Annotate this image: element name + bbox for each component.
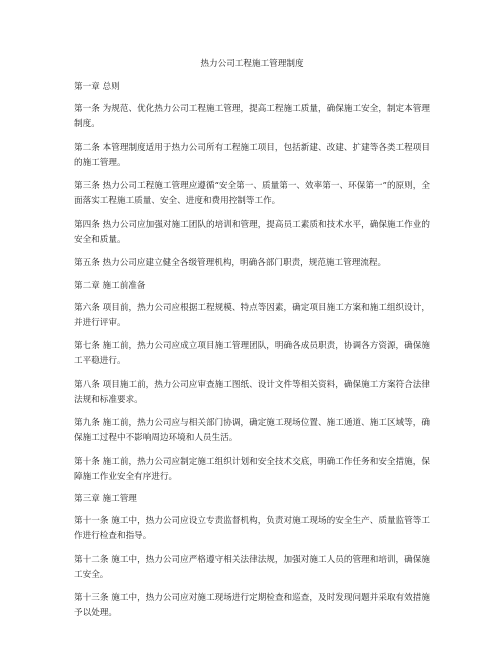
article-paragraph: 第八条 项目施工前，热力公司应审查施工图纸、设计文件等相关资料，确保施工方案符合法律法规和标准要求。 xyxy=(74,379,430,405)
article-paragraph: 第十三条 施工中，热力公司应对施工现场进行定期检查和巡查，及时发现问题并采取有效措施予以处理。 xyxy=(74,593,430,618)
article-paragraph: 第十条 施工前，热力公司应制定施工组织计划和安全技术交底，明确工作任务和安全措施，保障施工作业安全有序进行。 xyxy=(74,456,430,482)
article-paragraph: 第二条 本管理制度适用于热力公司所有工程施工项目，包括新建、改建、扩建等各类工程项目的施工管理。 xyxy=(74,142,430,168)
article-paragraph: 第九条 施工前，热力公司应与相关部门协调，确定施工现场位置、施工通道、施工区域等，确保施工过程中不影响周边环境和人员生活。 xyxy=(74,418,430,443)
article-paragraph: 第四条 热力公司应加强对施工团队的培训和管理，提高员工素质和技术水平，确保施工作业的安全和质量。 xyxy=(74,219,430,245)
document-body xyxy=(74,81,430,621)
article-paragraph: 第十一条 施工中，热力公司应设立专责监督机构，负责对施工现场的安全生产、质量监管等工作进行检查和指导。 xyxy=(74,516,430,541)
article-paragraph: 第六条 项目前，热力公司应根据工程规模、特点等因素，确定项目施工方案和施工组织设计，并进行评审。 xyxy=(74,302,430,328)
chapter-heading: 第一章 总则 xyxy=(74,82,120,92)
article-paragraph: 第一条 为规范、优化热力公司工程施工管理，提高工程施工质量，确保施工安全，制定本管理制度。 xyxy=(74,104,430,129)
document-title: 热力公司工程施工管理制度 xyxy=(200,59,304,69)
article-paragraph: 第七条 施工前，热力公司应成立项目施工管理团队，明确各成员职责，协调各方资源，确保施工平稳进行。 xyxy=(74,341,430,366)
article-paragraph: 第十二条 施工中，热力公司应严格遵守相关法律法规，加强对施工人员的管理和培训，确保施工安全。 xyxy=(74,554,430,580)
chapter-heading: 第二章 施工前准备 xyxy=(74,280,146,291)
article-paragraph: 第五条 热力公司应建立健全各级管理机构，明确各部门职责，规范施工管理流程。 xyxy=(74,258,387,268)
chapter-heading: 第三章 施工管理 xyxy=(74,494,137,504)
article-paragraph: 第三条 热力公司工程施工管理应遵循“安全第一、质量第一、效率第一、环保第一”的原则，全面落实工程施工质量、安全、进度和费用控制等工作。 xyxy=(74,181,430,206)
